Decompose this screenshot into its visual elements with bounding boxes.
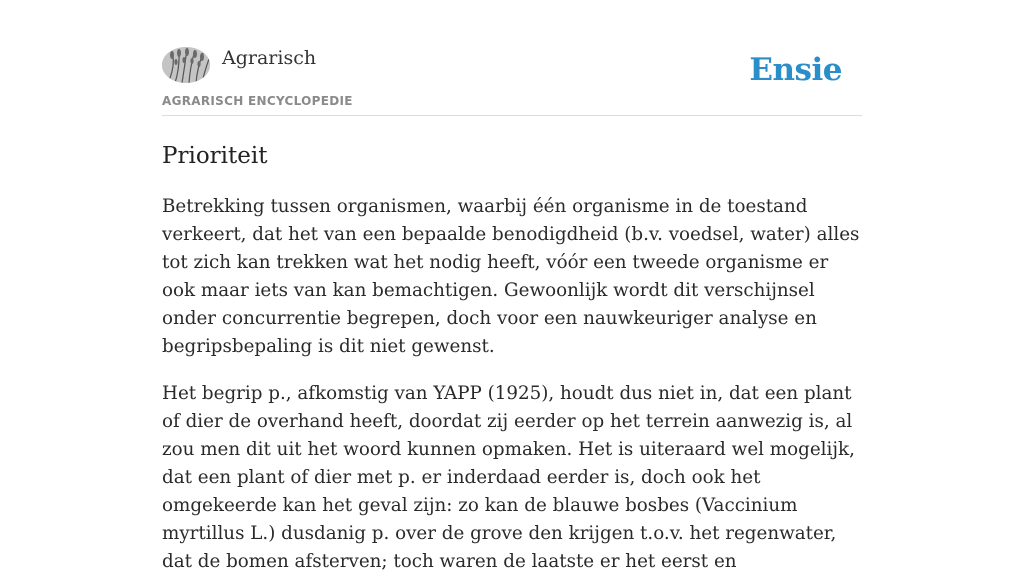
source-name[interactable]: Agrarisch	[222, 47, 317, 69]
article-paragraph: Het begrip p., afkomstig van YAPP (1925), houdt dus niet in, dat een plant of dier de overhand heeft, doordat zij eerder op het terrein aanwezig is, al zou men dit uit het woord kunnen opmaken. Het is uiteraard wel mogelijk, dat een plant of dier met p. er inderdaad eerder is, doch ook het omgekeerde kan het geval zijn: zo kan de blauwe bosbes (Vaccinium myrtillus L.) dusdanig p. over de grove den krijgen t.o.v. het regenwater, dat de bomen afsterven; toch waren de laatste er het eerst en	[162, 383, 855, 572]
ensie-logo[interactable]: Ensie	[749, 52, 842, 88]
source-subtitle: AGRARISCH ENCYCLOPEDIE	[162, 94, 353, 108]
article-page	[162, 0, 862, 576]
page-title: Prioriteit	[162, 143, 268, 169]
article-header	[162, 0, 862, 116]
article-paragraph: Betrekking tussen organismen, waarbij één organisme in de toestand verkeert, dat het van een bepaalde benodigdheid (b.v. voedsel, water) alles tot zich kan trekken wat het nodig heeft, vóór een tweede organisme er ook maar iets van kan bemachtigen. Gewoonlijk wordt dit verschijnsel onder concurrentie begrepen, doch voor een nauwkeuriger analyse en begripsbepaling is dit niet gewenst.	[162, 196, 860, 357]
wheat-icon[interactable]	[162, 47, 210, 83]
